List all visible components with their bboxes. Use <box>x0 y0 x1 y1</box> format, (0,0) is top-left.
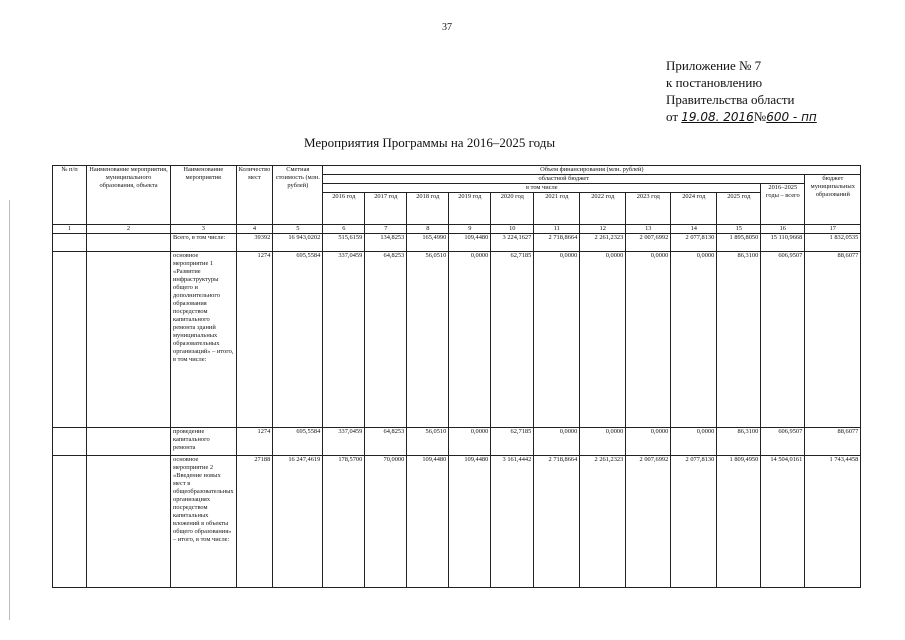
row-cost: 16 943,0202 <box>273 234 323 252</box>
column-number: 16 <box>761 225 805 234</box>
header-event: Наименование мероприятия <box>171 166 237 225</box>
row-total: 606,9507 <box>761 428 805 456</box>
row-year-value: 2 718,8664 <box>534 456 580 588</box>
row-year-value: 0,0000 <box>580 252 626 428</box>
handwritten-number: 600 - пп <box>766 110 817 124</box>
column-number: 12 <box>580 225 626 234</box>
row-year-value: 3 224,1627 <box>491 234 534 252</box>
row-label: Всего, в том числе: <box>171 234 237 252</box>
row-year-value: 1 809,4950 <box>717 456 761 588</box>
column-number: 8 <box>407 225 449 234</box>
row-year-value: 0,0000 <box>534 428 580 456</box>
appendix-line-4 <box>666 108 817 126</box>
document-title: Мероприятия Программы на 2016–2025 годы <box>304 135 556 150</box>
table-row <box>53 252 861 428</box>
row-places: 1274 <box>236 428 273 456</box>
row-municipal: 88,6077 <box>805 252 861 428</box>
column-number: 6 <box>323 225 365 234</box>
header-places: Количество мест <box>236 166 273 225</box>
header-total-years: 2016–2025 годы – всего <box>761 184 805 225</box>
column-number: 5 <box>273 225 323 234</box>
row-year-value: 109,4480 <box>449 456 491 588</box>
row-year-value: 134,8253 <box>365 234 407 252</box>
column-number: 7 <box>365 225 407 234</box>
row-year-value: 0,0000 <box>671 428 717 456</box>
table-row <box>53 456 861 588</box>
row-year-value: 2 261,2323 <box>580 456 626 588</box>
column-number: 15 <box>717 225 761 234</box>
handwritten-date: 19.08. 2016 <box>681 110 754 124</box>
column-number: 1 <box>53 225 87 234</box>
row-year-value: 2 007,6992 <box>626 234 671 252</box>
appendix-block <box>666 57 817 126</box>
header-year: 2016 год <box>323 193 365 225</box>
row-year-value: 337,0459 <box>323 252 365 428</box>
header-year: 2017 год <box>365 193 407 225</box>
row-label: основное мероприятие 1 «Развитие инфраструктуры общего и дополнительного образования посредством капитального ремонта зданий муниципальных образовательных организаций» – итого, в том числе: <box>171 252 237 428</box>
row-year-value: 515,6159 <box>323 234 365 252</box>
row-year-value: 70,0000 <box>365 456 407 588</box>
number-sign: № <box>753 109 767 124</box>
page-number: 37 <box>442 22 452 33</box>
row-places: 27188 <box>236 456 273 588</box>
header-year: 2020 год <box>491 193 534 225</box>
row-year-value: 0,0000 <box>534 252 580 428</box>
row-label: основное мероприятие 2 «Введение новых мест в общеобразовательных организациях посредством капитальных вложений в объекты общего образования» – итого, в том числе: <box>171 456 237 588</box>
column-number-row <box>53 225 861 234</box>
row-year-value: 2 077,8130 <box>671 234 717 252</box>
row-year-value: 337,0459 <box>323 428 365 456</box>
appendix-line-3: Правительства области <box>666 92 795 107</box>
row-year-value: 0,0000 <box>580 428 626 456</box>
row-cost: 695,5584 <box>273 252 323 428</box>
row-municipal: 88,6077 <box>805 428 861 456</box>
row-cost: 16 247,4619 <box>273 456 323 588</box>
row-year-value: 109,4480 <box>449 234 491 252</box>
header-year: 2025 год <box>717 193 761 225</box>
row-places: 1274 <box>236 252 273 428</box>
row-year-value: 109,4480 <box>407 456 449 588</box>
row-year-value: 0,0000 <box>449 428 491 456</box>
row-year-value: 1 895,8050 <box>717 234 761 252</box>
header-year: 2024 год <box>671 193 717 225</box>
row-cost: 695,5584 <box>273 428 323 456</box>
table-row <box>53 234 861 252</box>
header-municipality: Наименование мероприятия, муниципального образования, объекта <box>87 166 171 225</box>
row-year-value: 86,3100 <box>717 252 761 428</box>
row-municipal: 1 832,0535 <box>805 234 861 252</box>
header-cost: Сметная стоимость (млн. рублей) <box>273 166 323 225</box>
scan-margin-line <box>9 200 10 620</box>
row-total: 15 110,9668 <box>761 234 805 252</box>
row-year-value: 2 077,8130 <box>671 456 717 588</box>
column-number: 17 <box>805 225 861 234</box>
program-table <box>52 165 861 588</box>
header-year: 2022 год <box>580 193 626 225</box>
row-year-value: 86,3100 <box>717 428 761 456</box>
table-row <box>53 428 861 456</box>
header-year: 2021 год <box>534 193 580 225</box>
column-number: 10 <box>491 225 534 234</box>
appendix-line-2: к постановлению <box>666 75 763 90</box>
row-total: 14 504,0161 <box>761 456 805 588</box>
header-including: в том числе <box>323 184 761 193</box>
row-year-value: 62,7185 <box>491 428 534 456</box>
row-total: 606,9507 <box>761 252 805 428</box>
row-year-value: 2 718,8664 <box>534 234 580 252</box>
row-year-value: 0,0000 <box>671 252 717 428</box>
header-year: 2023 год <box>626 193 671 225</box>
header-year: 2019 год <box>449 193 491 225</box>
row-year-value: 64,8253 <box>365 252 407 428</box>
appendix-from: от <box>666 109 682 124</box>
header-year: 2018 год <box>407 193 449 225</box>
column-number: 13 <box>626 225 671 234</box>
row-year-value: 62,7185 <box>491 252 534 428</box>
row-year-value: 0,0000 <box>626 252 671 428</box>
column-number: 3 <box>171 225 237 234</box>
header-regional-budget: областной бюджет <box>323 175 805 184</box>
header-num: № п/п <box>53 166 87 225</box>
row-year-value: 0,0000 <box>626 428 671 456</box>
appendix-line-1: Приложение № 7 <box>666 58 762 73</box>
row-year-value: 56,0510 <box>407 252 449 428</box>
row-year-value: 165,4990 <box>407 234 449 252</box>
row-year-value: 3 161,4442 <box>491 456 534 588</box>
row-municipal: 1 743,4458 <box>805 456 861 588</box>
row-year-value: 2 007,6992 <box>626 456 671 588</box>
row-year-value: 64,8253 <box>365 428 407 456</box>
row-year-value: 178,5700 <box>323 456 365 588</box>
column-number: 11 <box>534 225 580 234</box>
row-year-value: 0,0000 <box>449 252 491 428</box>
column-number: 14 <box>671 225 717 234</box>
column-number: 4 <box>236 225 273 234</box>
row-label: проведение капитального ремонта <box>171 428 237 456</box>
column-number: 9 <box>449 225 491 234</box>
column-number: 2 <box>87 225 171 234</box>
row-places: 39392 <box>236 234 273 252</box>
row-year-value: 2 261,2323 <box>580 234 626 252</box>
header-municipal-budget: бюджет муниципальных образований <box>805 175 861 225</box>
row-year-value: 56,0510 <box>407 428 449 456</box>
header-financing: Объем финансирования (млн. рублей) <box>323 166 861 175</box>
